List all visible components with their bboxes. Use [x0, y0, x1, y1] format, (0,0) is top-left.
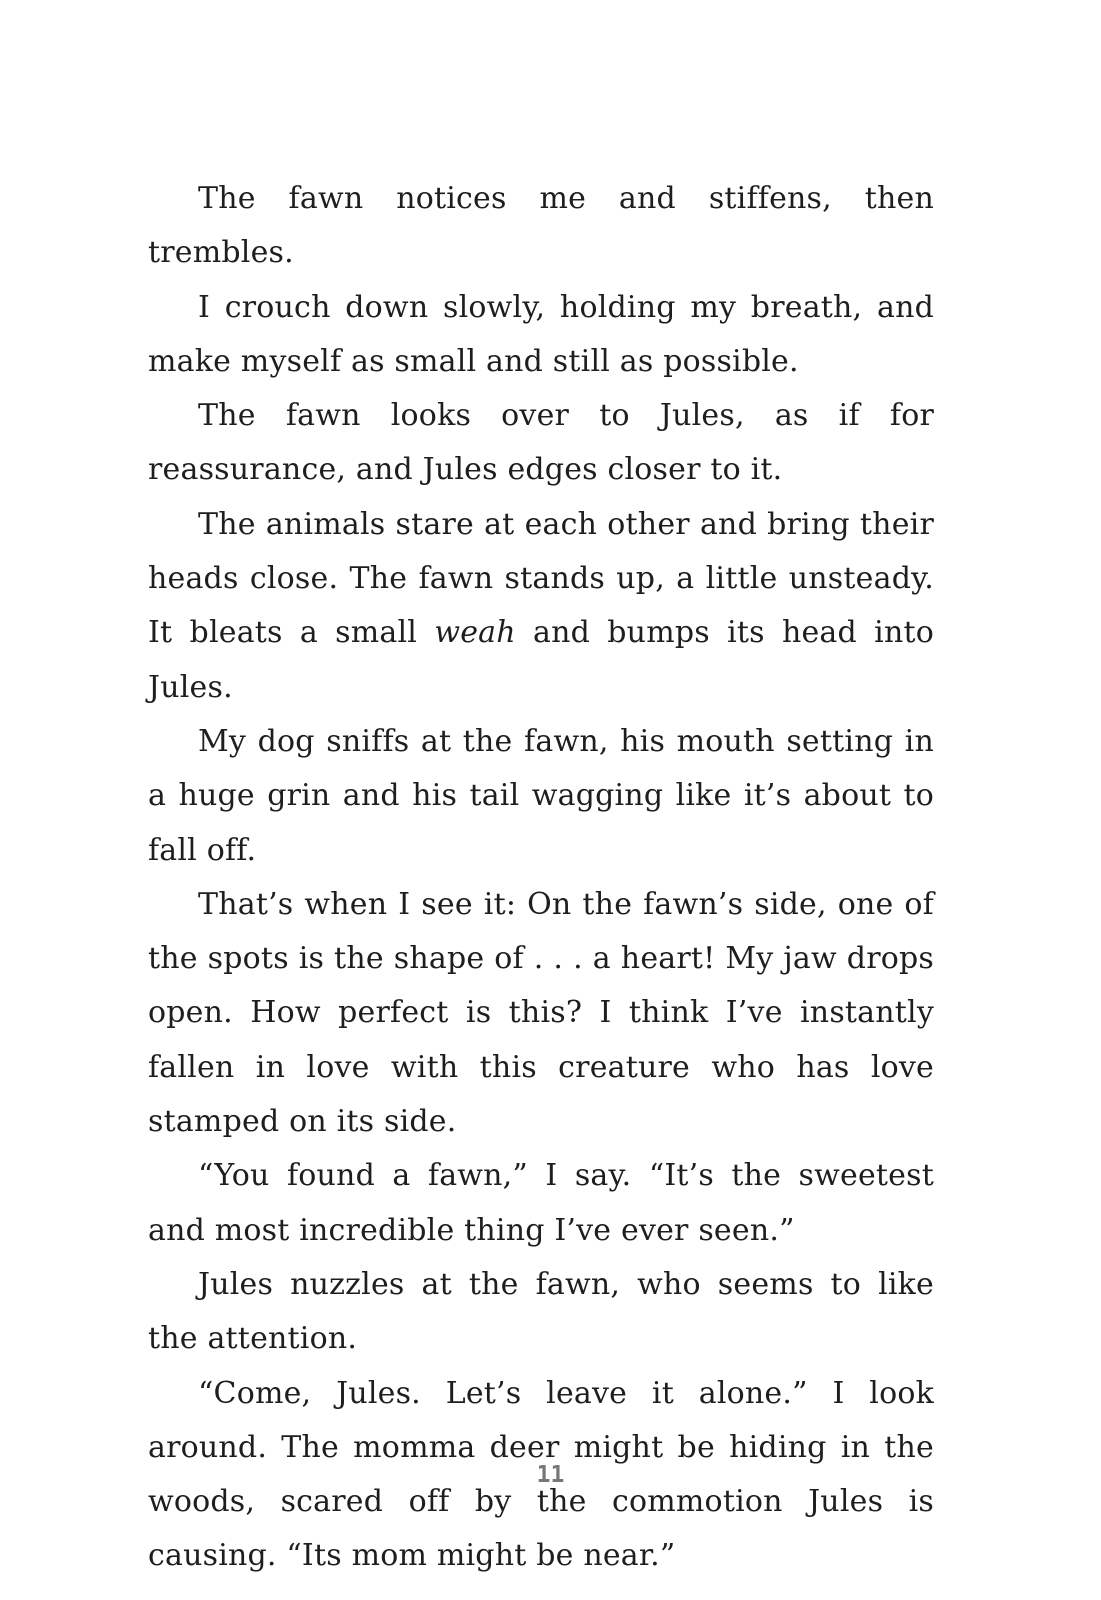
- paragraph-1: The fawn notices me and stiffens, then trembles.: [148, 181, 934, 271]
- paragraph-2: I crouch down slowly, holding my breath, and make myself as small and still as possible.: [148, 289, 934, 379]
- paragraph-4-emphasis: weah: [434, 615, 516, 651]
- body-text: [148, 172, 934, 1584]
- paragraph-4: [148, 498, 934, 715]
- paragraph-7: “You found a fawn,” I say. “It’s the sweetest and most incredible thing I’ve ever seen.”: [148, 1158, 934, 1248]
- paragraph-9: “Come, Jules. Let’s leave it alone.” I look around. The momma deer might be hiding in the woods, scared off by the commotion Jules is causing. “Its mom might be near.”: [148, 1375, 934, 1574]
- paragraph-4-part-2: and bumps its head into Jules.: [148, 615, 934, 705]
- paragraph-4-part-1: The animals stare at each other and bring their heads close. The fawn stands up, a little unsteady. It bleats a small: [148, 506, 934, 651]
- paragraph-6: That’s when I see it: On the fawn’s side, one of the spots is the shape of . . . a heart! My jaw drops open. How perfect is this? I think I’ve instantly fallen in love with this creature who has love stamped on its side.: [148, 886, 934, 1140]
- paragraph-5: My dog sniffs at the fawn, his mouth setting in a huge grin and his tail wagging like it’s about to fall off.: [148, 723, 934, 868]
- page-number: 11: [536, 1462, 565, 1488]
- paragraph-8: Jules nuzzles at the fawn, who seems to like the attention.: [148, 1266, 934, 1357]
- paragraph-3: The fawn looks over to Jules, as if for reassurance, and Jules edges closer to it.: [148, 398, 934, 488]
